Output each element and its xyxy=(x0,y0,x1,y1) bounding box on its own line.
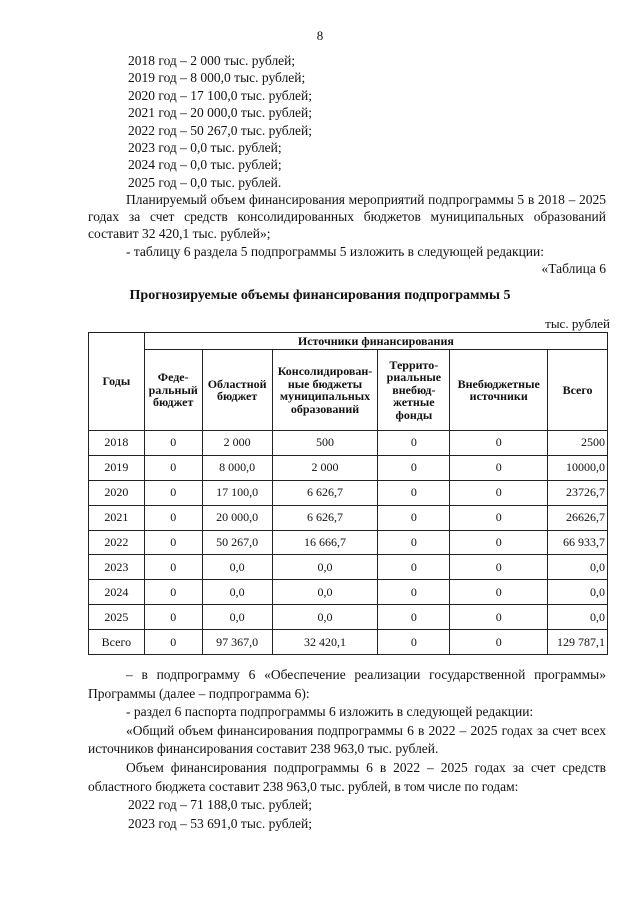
list-item: 2022 год – 50 267,0 тыс. рублей; xyxy=(128,122,313,138)
table-cell-total: 10000,0 xyxy=(548,455,608,480)
table-cell-territorial: 0 xyxy=(378,530,450,555)
table-row xyxy=(89,530,608,555)
table-cell-federal: 0 xyxy=(144,580,202,605)
col-header-territorial: Террито-риальные внебюд-жетные фонды xyxy=(378,350,450,431)
table-cell-territorial: 0 xyxy=(378,455,450,480)
table-row xyxy=(89,555,608,580)
table-cell-offbudget: 0 xyxy=(450,480,548,505)
table-cell-territorial: 0 xyxy=(378,555,450,580)
list-item: 2023 год – 53 691,0 тыс. рублей; xyxy=(128,815,313,831)
table-cell-territorial: 0 xyxy=(378,580,450,605)
list-item: 2020 год – 17 100,0 тыс. рублей; xyxy=(128,87,313,103)
table-cell-total: 2500 xyxy=(548,431,608,456)
col-header-federal: Феде-ральный бюджет xyxy=(144,350,202,431)
table-cell-federal: 0 xyxy=(144,630,202,655)
table-title: Прогнозируемые объемы финансирования подпрограммы 5 xyxy=(129,288,511,303)
list-item: 2025 год – 0,0 тыс. рублей. xyxy=(128,174,282,190)
table-cell-municipal: 16 666,7 xyxy=(272,530,378,555)
table-row xyxy=(89,431,608,456)
table-row xyxy=(89,455,608,480)
table-cell-federal: 0 xyxy=(144,530,202,555)
table-cell-total: 129 787,1 xyxy=(548,630,608,655)
table-cell-federal: 0 xyxy=(144,455,202,480)
table-cell-offbudget: 0 xyxy=(450,505,548,530)
paragraph-total6: «Общий объем финансирования подпрограммы 6 в 2022 – 2025 годах за счет всех источников финансирования составит 238 963,0 тыс. рублей. xyxy=(88,722,606,757)
table-row xyxy=(89,580,608,605)
table-cell-territorial: 0 xyxy=(378,431,450,456)
table-cell-municipal: 6 626,7 xyxy=(272,480,378,505)
table-cell-regional: 0,0 xyxy=(202,580,272,605)
table-cell-municipal: 0,0 xyxy=(272,555,378,580)
table-cell-municipal: 0,0 xyxy=(272,580,378,605)
table-cell-offbudget: 0 xyxy=(450,580,548,605)
table-cell-year: 2020 xyxy=(89,480,145,505)
funding-by-year-list-bottom xyxy=(88,796,606,833)
table-cell-federal: 0 xyxy=(144,431,202,456)
table-cell-year: 2019 xyxy=(89,455,145,480)
table-cell-offbudget: 0 xyxy=(450,530,548,555)
table-cell-year: 2025 xyxy=(89,605,145,630)
col-header-offbudget: Внебюджетные источники xyxy=(450,350,548,431)
list-item: 2024 год – 0,0 тыс. рублей; xyxy=(128,157,282,173)
col-header-years: Годы xyxy=(89,333,145,431)
list-item: 2018 год – 2 000 тыс. рублей; xyxy=(128,53,296,68)
table-cell-total: 66 933,7 xyxy=(548,530,608,555)
table-row xyxy=(89,480,608,505)
table-reference: «Таблица 6 xyxy=(541,261,606,276)
paragraph-table6-instruction: - таблицу 6 раздела 5 подпрограммы 5 изложить в следующей редакции: xyxy=(126,244,545,259)
table-cell-territorial: 0 xyxy=(378,505,450,530)
paragraph-planned-volume: Планируемый объем финансирования мероприятий подпрограммы 5 в 2018 – 2025 годах за счет средств консолидированных бюджетов муниципальных образований составит 32 420,1 тыс. рублей»; xyxy=(88,192,606,241)
financing-table xyxy=(88,332,608,655)
table-cell-regional: 0,0 xyxy=(202,605,272,630)
col-header-sources: Источники финансирования xyxy=(144,333,607,350)
paragraph-subprogram6: – в подпрограмму 6 «Обеспечение реализации государственной программы» Программы (далее – подпрограмма 6): xyxy=(88,667,606,701)
table-cell-year: 2021 xyxy=(89,505,145,530)
table-cell-year: 2018 xyxy=(89,431,145,456)
lower-text xyxy=(88,666,606,833)
page-number: 8 xyxy=(316,28,324,43)
table-cell-offbudget: 0 xyxy=(450,605,548,630)
table-row xyxy=(89,505,608,530)
table-cell-offbudget: 0 xyxy=(450,555,548,580)
table-cell-municipal: 500 xyxy=(272,431,378,456)
list-item: 2021 год – 20 000,0 тыс. рублей; xyxy=(128,105,313,121)
table-cell-offbudget: 0 xyxy=(450,431,548,456)
table-cell-regional: 50 267,0 xyxy=(202,530,272,555)
table-cell-total: 0,0 xyxy=(548,580,608,605)
list-item: 2022 год – 71 188,0 тыс. рублей; xyxy=(128,797,313,813)
table-unit: тыс. рублей xyxy=(545,316,610,331)
table-cell-regional: 0,0 xyxy=(202,555,272,580)
col-header-total: Всего xyxy=(548,350,608,431)
table-cell-offbudget: 0 xyxy=(450,455,548,480)
table-cell-year: 2022 xyxy=(89,530,145,555)
table-cell-municipal: 6 626,7 xyxy=(272,505,378,530)
table-row xyxy=(89,630,608,655)
table-cell-year: 2024 xyxy=(89,580,145,605)
col-header-regional: Областной бюджет xyxy=(202,350,272,431)
paragraph-section6: - раздел 6 паспорта подпрограммы 6 изложить в следующей редакции: xyxy=(126,704,534,720)
table-cell-year: Всего xyxy=(89,630,145,655)
table-cell-year: 2023 xyxy=(89,555,145,580)
table-cell-total: 23726,7 xyxy=(548,480,608,505)
table-cell-regional: 20 000,0 xyxy=(202,505,272,530)
paragraph-regional6: Объем финансирования подпрограммы 6 в 2022 – 2025 годах за счет средств областного бюджета составит 238 963,0 тыс. рублей, в том числе по годам: xyxy=(88,759,606,794)
table-cell-regional: 97 367,0 xyxy=(202,630,272,655)
table-row xyxy=(89,605,608,630)
table-cell-total: 0,0 xyxy=(548,605,608,630)
table-cell-federal: 0 xyxy=(144,505,202,530)
table-cell-regional: 17 100,0 xyxy=(202,480,272,505)
table-cell-territorial: 0 xyxy=(378,480,450,505)
list-item: 2023 год – 0,0 тыс. рублей; xyxy=(128,140,282,156)
col-header-municipal: Консолидирован-ные бюджеты муниципальных образований xyxy=(272,350,378,431)
table-cell-total: 26626,7 xyxy=(548,505,608,530)
table-cell-federal: 0 xyxy=(144,555,202,580)
table-cell-municipal: 0,0 xyxy=(272,605,378,630)
list-item: 2019 год – 8 000,0 тыс. рублей; xyxy=(128,70,306,86)
table-cell-federal: 0 xyxy=(144,480,202,505)
table-cell-municipal: 32 420,1 xyxy=(272,630,378,655)
table-cell-regional: 2 000 xyxy=(202,431,272,456)
table-cell-federal: 0 xyxy=(144,605,202,630)
table-cell-regional: 8 000,0 xyxy=(202,455,272,480)
table-cell-total: 0,0 xyxy=(548,555,608,580)
table-cell-territorial: 0 xyxy=(378,605,450,630)
table-cell-offbudget: 0 xyxy=(450,630,548,655)
table-cell-municipal: 2 000 xyxy=(272,455,378,480)
funding-by-year-list-top xyxy=(128,52,312,191)
table-cell-territorial: 0 xyxy=(378,630,450,655)
